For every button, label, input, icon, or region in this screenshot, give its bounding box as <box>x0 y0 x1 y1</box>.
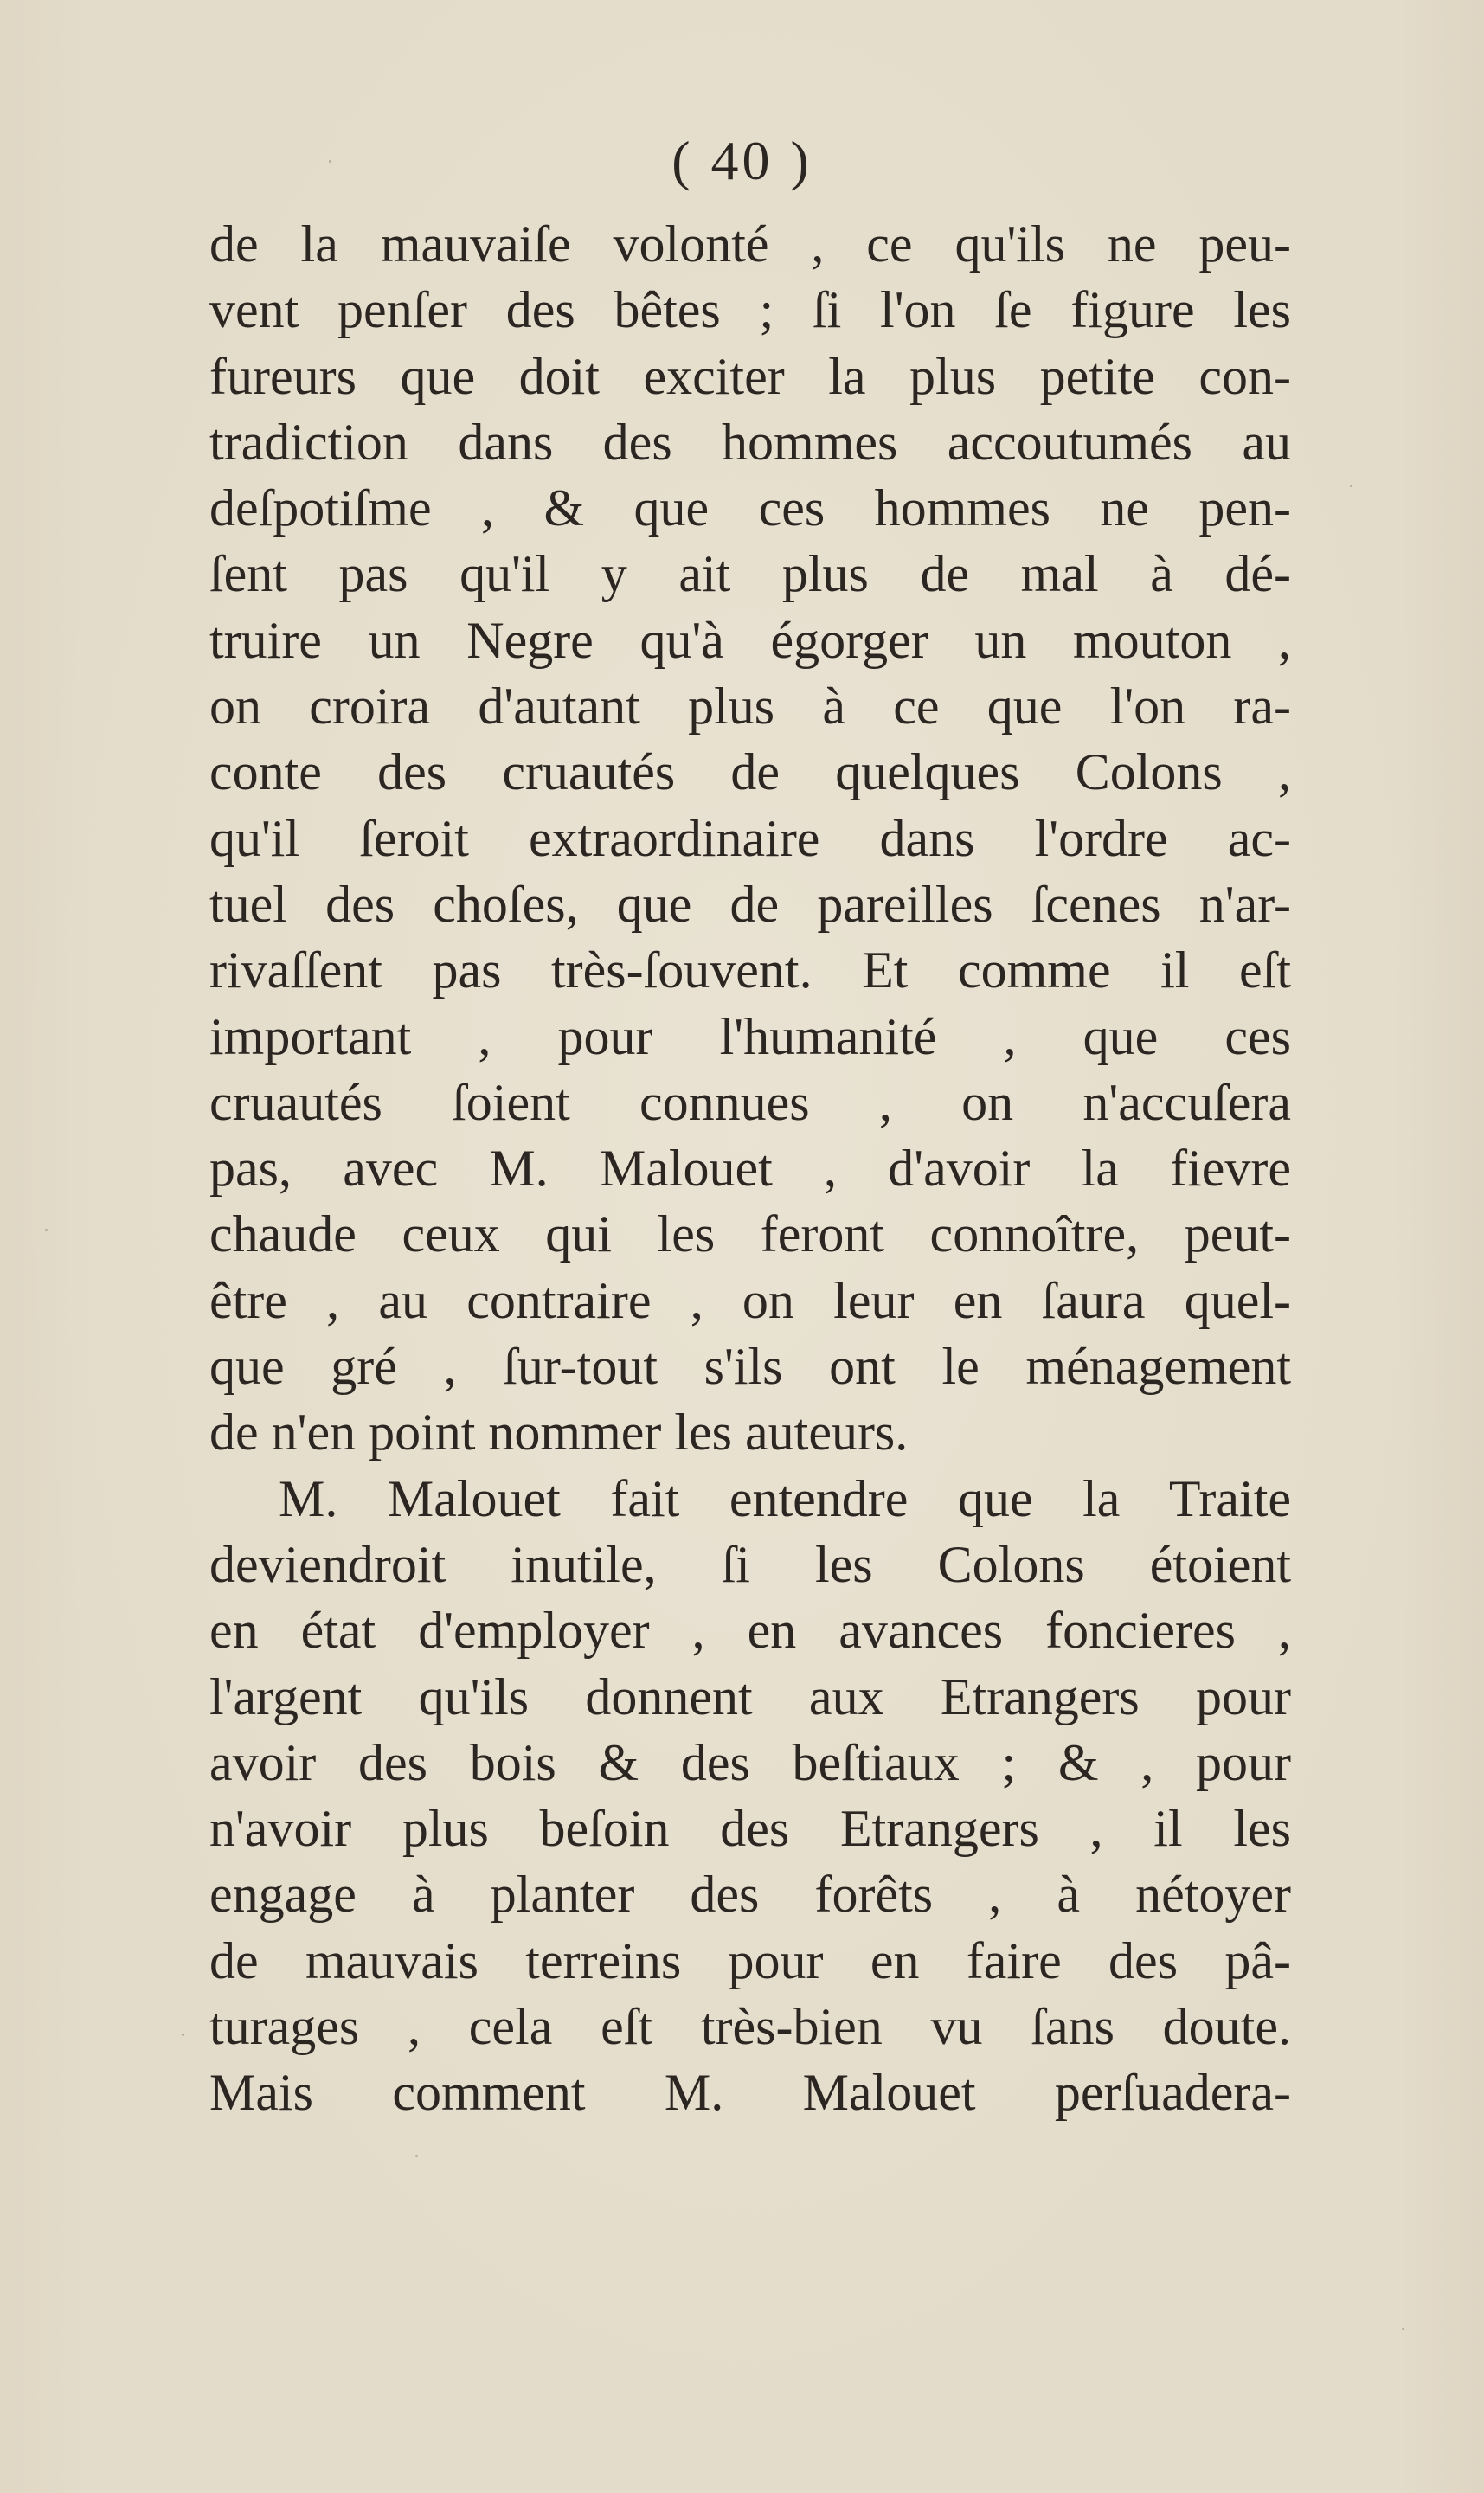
text-line: l'argent qu'ils donnent aux Etrangers pour <box>209 1667 1291 1725</box>
text-line: engage à planter des forêts , à nétoyer <box>209 1866 1291 1924</box>
paper-speck <box>1350 485 1352 487</box>
text-line: de n'en point nommer les auteurs. <box>209 1404 909 1462</box>
text-line: on croira d'autant plus à ce que l'on ra- <box>209 678 1291 736</box>
text-line: important , pour l'humanité , que ces <box>209 1007 1291 1065</box>
paper-speck <box>1402 2328 1404 2330</box>
paper-speck <box>45 1229 48 1231</box>
text-line: de la mauvaiſe volonté , ce qu'ils ne peu- <box>209 215 1291 273</box>
text-line: ſent pas qu'il y ait plus de mal à dé- <box>209 545 1291 603</box>
text-line: vent penſer des bêtes ; ſi l'on ſe figure les <box>209 281 1291 339</box>
text-line: rivaſſent pas très-ſouvent. Et comme il eſt <box>209 941 1291 999</box>
text-line: pas, avec M. Malouet , d'avoir la fievre <box>209 1140 1291 1198</box>
text-line: que gré , ſur-tout s'ils ont le ménagement <box>209 1338 1291 1396</box>
text-line: M. Malouet fait entendre que la Traite <box>279 1469 1291 1527</box>
text-line: n'avoir plus beſoin des Etrangers , il les <box>209 1800 1291 1858</box>
text-line: tradiction dans des hommes accoutumés au <box>209 413 1291 471</box>
text-line: qu'il ſeroit extraordinaire dans l'ordre ac- <box>209 809 1291 867</box>
text-line: deviendroit inutile, ſi les Colons étoient <box>209 1535 1291 1593</box>
text-line: de mauvais terreins pour en faire des pâ- <box>209 1931 1291 1989</box>
text-line: turages , cela eſt très-bien vu ſans doute. <box>209 1998 1291 2056</box>
text-line: chaude ceux qui les feront connoître, peut- <box>209 1205 1291 1263</box>
text-line: cruautés ſoient connues , on n'accuſera <box>209 1073 1291 1131</box>
text-line: en état d'employer , en avances foncieres , <box>209 1602 1291 1660</box>
paper-speck <box>182 2034 184 2036</box>
text-line: conte des cruautés de quelques Colons , <box>209 743 1291 801</box>
text-line: Mais comment M. Malouet perſuadera- <box>209 2064 1291 2122</box>
text-line: fureurs que doit exciter la plus petite con- <box>209 347 1291 405</box>
page-number: ( 40 ) <box>671 130 813 191</box>
text-line: deſpotiſme , & que ces hommes ne pen- <box>209 479 1291 537</box>
text-line: tuel des choſes, que de pareilles ſcenes n'ar- <box>209 875 1291 933</box>
text-line: être , au contraire , on leur en ſaura quel- <box>209 1271 1291 1329</box>
paper-speck <box>329 160 331 163</box>
text-line: truire un Negre qu'à égorger un mouton , <box>209 611 1291 669</box>
paper-speck <box>415 2155 418 2157</box>
body-text <box>209 211 1291 2126</box>
text-line: avoir des bois & des beſtiaux ; & , pour <box>209 1733 1291 1791</box>
